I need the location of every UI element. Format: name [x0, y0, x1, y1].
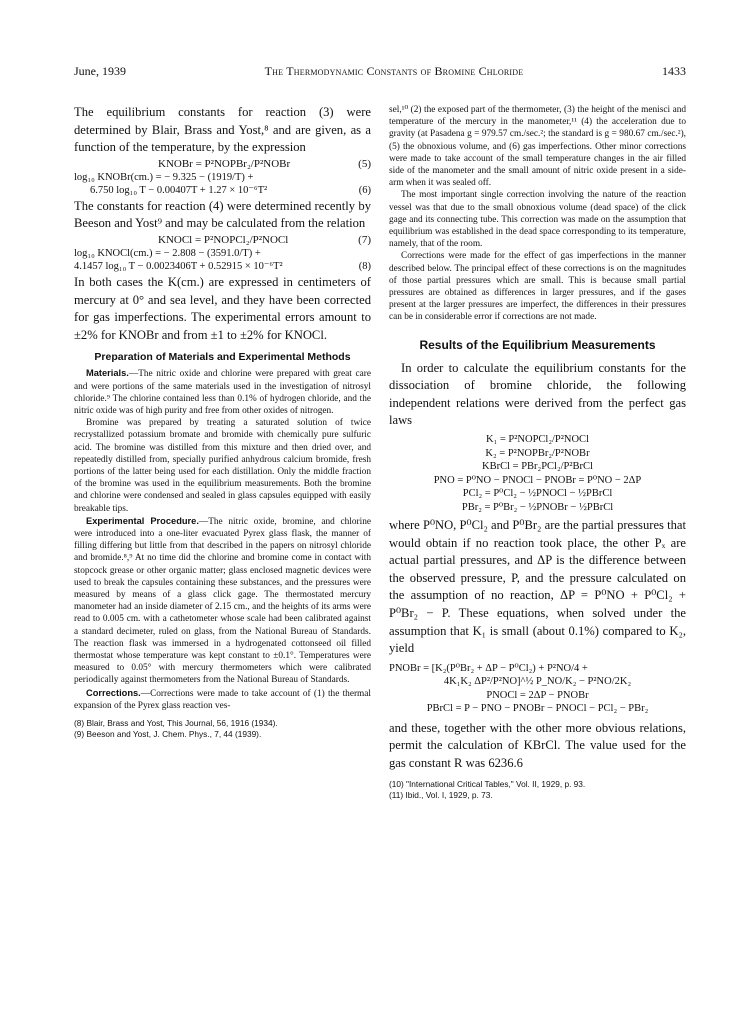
footnote-8: (8) Blair, Brass and Yost, This Journal, 56, 1916 (1934). — [74, 718, 278, 729]
paragraph: Experimental Procedure.—The nitric oxide, bromine, and chlorine were introduced into a one-liter evacuated Pyrex glass flask, the manner of filling differing but little from that described in the papers on nitrosyl chloride and bromide.⁸,⁹ At no time did the chlorine and bromine come in contact with stopcock grease or other organic matter; glass enclosed magnetic devices were used to break the capsules containing these substances, and the pressures were measured by means of a glass click gage. The thermostated mercury manometer had an inside diameter of 2.15 cm., and the heights of its arms were read to 0.005 cm. with a cathetometer whose scale had been calibrated against a standard decimeter, ruled on glass, from the National Bureau of Standards. The reaction flask was immersed in a hydrogenated cottonseed oil filled thermostat whose temperature was kept constant to ±0.1°. Temperatures were measured to 0.05° with mercury thermometers which were calibrated periodically against thermometers from the National Bureau of Standards. — [74, 515, 371, 686]
paragraph: Corrections were made for the effect of gas imperfections in the manner described below. The principal effect of these corrections is on the magnitudes of those partial pressures which are small. This is because small partial pressures are obtained as differences in larger pressures, and if the gases present at the larger pressures are imperfect, the differences in their pressures can be in considerable error if corrections are not made. — [389, 251, 686, 323]
paragraph: The constants for reaction (4) were determined recently by Beeson and Yost⁹ and may be calculated from the relation — [74, 198, 371, 231]
equation-7: KNOCl = P²NOPCl₂/P²NOCl (7) — [158, 233, 371, 246]
footnote-10: (10) "International Critical Tables," Vol. II, 1929, p. 93. — [389, 778, 586, 789]
paragraph: and these, together with the other more obvious relations, permit the calculation of KBrCl. The value used for the gas constant R was 6236.6 — [389, 720, 686, 770]
relations-block — [389, 433, 686, 514]
left-column — [74, 104, 371, 801]
paragraph: Materials.—The nitric oxide and chlorine were prepared with great care and were portions of the same materials used in the investigation of nitrosyl chloride.⁹ The chlorine contained less than 0.1% of hydrogen chloride, and the nitric oxide was of high purity and free from other oxides of nitrogen. — [74, 368, 371, 416]
paragraph: Corrections.—Corrections were made to take account of (1) the thermal expansion of the Pyrex glass reaction ves- — [74, 687, 371, 711]
footnote-9: (9) Beeson and Yost, J. Chem. Phys., 7, 44 (1939). — [74, 729, 262, 740]
page-number: 1433 — [661, 64, 686, 78]
equation-6: log₁₀ KNOBr(cm.) = − 9.325 − (1919/T) + 6.750 log₁₀ T − 0.00407T + 1.27 × 10⁻⁶T² (6) — [74, 171, 371, 197]
equation-8: log₁₀ KNOCl(cm.) = − 2.808 − (3591.0/T) + 4.1457 log₁₀ T − 0.0023406T + 0.52915 × 10⁻⁶T² (8) — [74, 247, 371, 273]
solution-equations: PNOBr = [K₂(P⁰Br₂ + ΔP − P⁰Cl₂) + P²NO/4 + 4K₁K₂ ΔP²/P²NO]^½ P_NO/K₂ − P²NO/2K₂ PNOCl = 2ΔP − PNOBr PBrCl = P − PNO − PNOBr − PNOCl − PCl₂ − PBr₂ — [389, 662, 649, 715]
header-date: June, 1939 — [74, 64, 126, 78]
paragraph: Bromine was prepared by treating a saturated solution of twice recrystallized potassium bromate and bromide with chemically pure sulfuric acid. The bromine was distilled from this mixture and then dried over, and repeatedly distilled from, specially purified anhydrous calcium bromide, fresh portions of the latter being used for each distillation. Only the middle fraction of the bromine was used in the equilibrium measurements. Both the bromine and chlorine were condensed and sealed in glass capsules equipped with easily breakable tips. — [74, 418, 371, 514]
paragraph: where P⁰NO, P⁰Cl₂ and P⁰Br₂ are the partial pressures that would obtain if no reaction took place, the other Pₓ are actual partial pressures, and ΔP is the difference between the observed pressure, P, and the pressure calculated on the assumption of no reaction, ΔP = P⁰NO + P⁰Cl₂ + P⁰Br₂ − P. These equations, when solved under the assumption that K₁ is small (about 0.1%) compared to K₂, yield — [389, 518, 686, 656]
section-title: Results of the Equilibrium Measurements — [419, 337, 656, 352]
header-title: The Thermodynamic Constants of Bromine Chloride — [264, 64, 524, 78]
footnotes — [389, 779, 686, 801]
relation: PNO = P⁰NO − PNOCl − PNOBr = P⁰NO − 2ΔP — [433, 474, 642, 486]
relation: PCl₂ = P⁰Cl₂ − ½PNOCl − ½PBrCl — [462, 488, 613, 500]
footnote-11: (11) Ibid., Vol. I, 1929, p. 73. — [389, 789, 493, 800]
equation-5: KNOBr = P²NOPBr₂/P²NOBr (5) — [158, 157, 371, 170]
relation: K₂ = P²NOPBr₂/P²NOBr — [485, 447, 590, 459]
footnotes — [74, 718, 371, 740]
relation: PBr₂ = P⁰Br₂ − ½PNOBr − ½PBrCl — [461, 501, 614, 513]
relation: KBrCl = PBr₂PCl₂/P²BrCl — [482, 461, 593, 473]
paragraph: In both cases the K(cm.) are expressed in centimeters of mercury at 0° and sea level, and they have been corrected for gas imperfections. The experimental errors amount to ±2% for KNOBr and from ±1 to ±2% for KNOCl. — [74, 274, 371, 342]
running-header — [74, 64, 686, 82]
journal-page — [74, 64, 686, 1004]
relation: K₁ = P²NOPCl₂/P²NOCl — [486, 434, 589, 446]
paragraph: The equilibrium constants for reaction (3) were determined by Blair, Brass and Yost,⁸ and are given, as a function of the temperature, by the expression — [74, 105, 371, 155]
section-title: Preparation of Materials and Experimental Methods — [94, 351, 351, 364]
paragraph: In order to calculate the equilibrium constants for the dissociation of bromine chloride, the following independent relations were derived from the perfect gas laws — [389, 360, 686, 428]
paragraph: The most important single correction involving the nature of the reaction vessel was that due to the small obnoxious volume (dead space) of the click gage and its connecting tube. This correction was made on the assumption that equilibrium was established in the dead space corresponding to its temperature, namely, that of the room. — [389, 190, 686, 250]
paragraph: sel,¹⁰ (2) the exposed part of the thermometer, (3) the height of the menisci and temperature of the mercury in the manometer,¹¹ (4) the acceleration due to gravity (at Pasadena g = 979.57 cm./sec.²; the standard is g = 980.67 cm./sec.²), (5) the obnoxious volume, and (6) gas imperfections. Other minor corrections were made to take account of the small temperature changes in the air filled side of the manometer and the small amount of nitric oxide present in a side-arm when it was sealed off. — [389, 105, 686, 189]
right-column — [389, 104, 686, 801]
